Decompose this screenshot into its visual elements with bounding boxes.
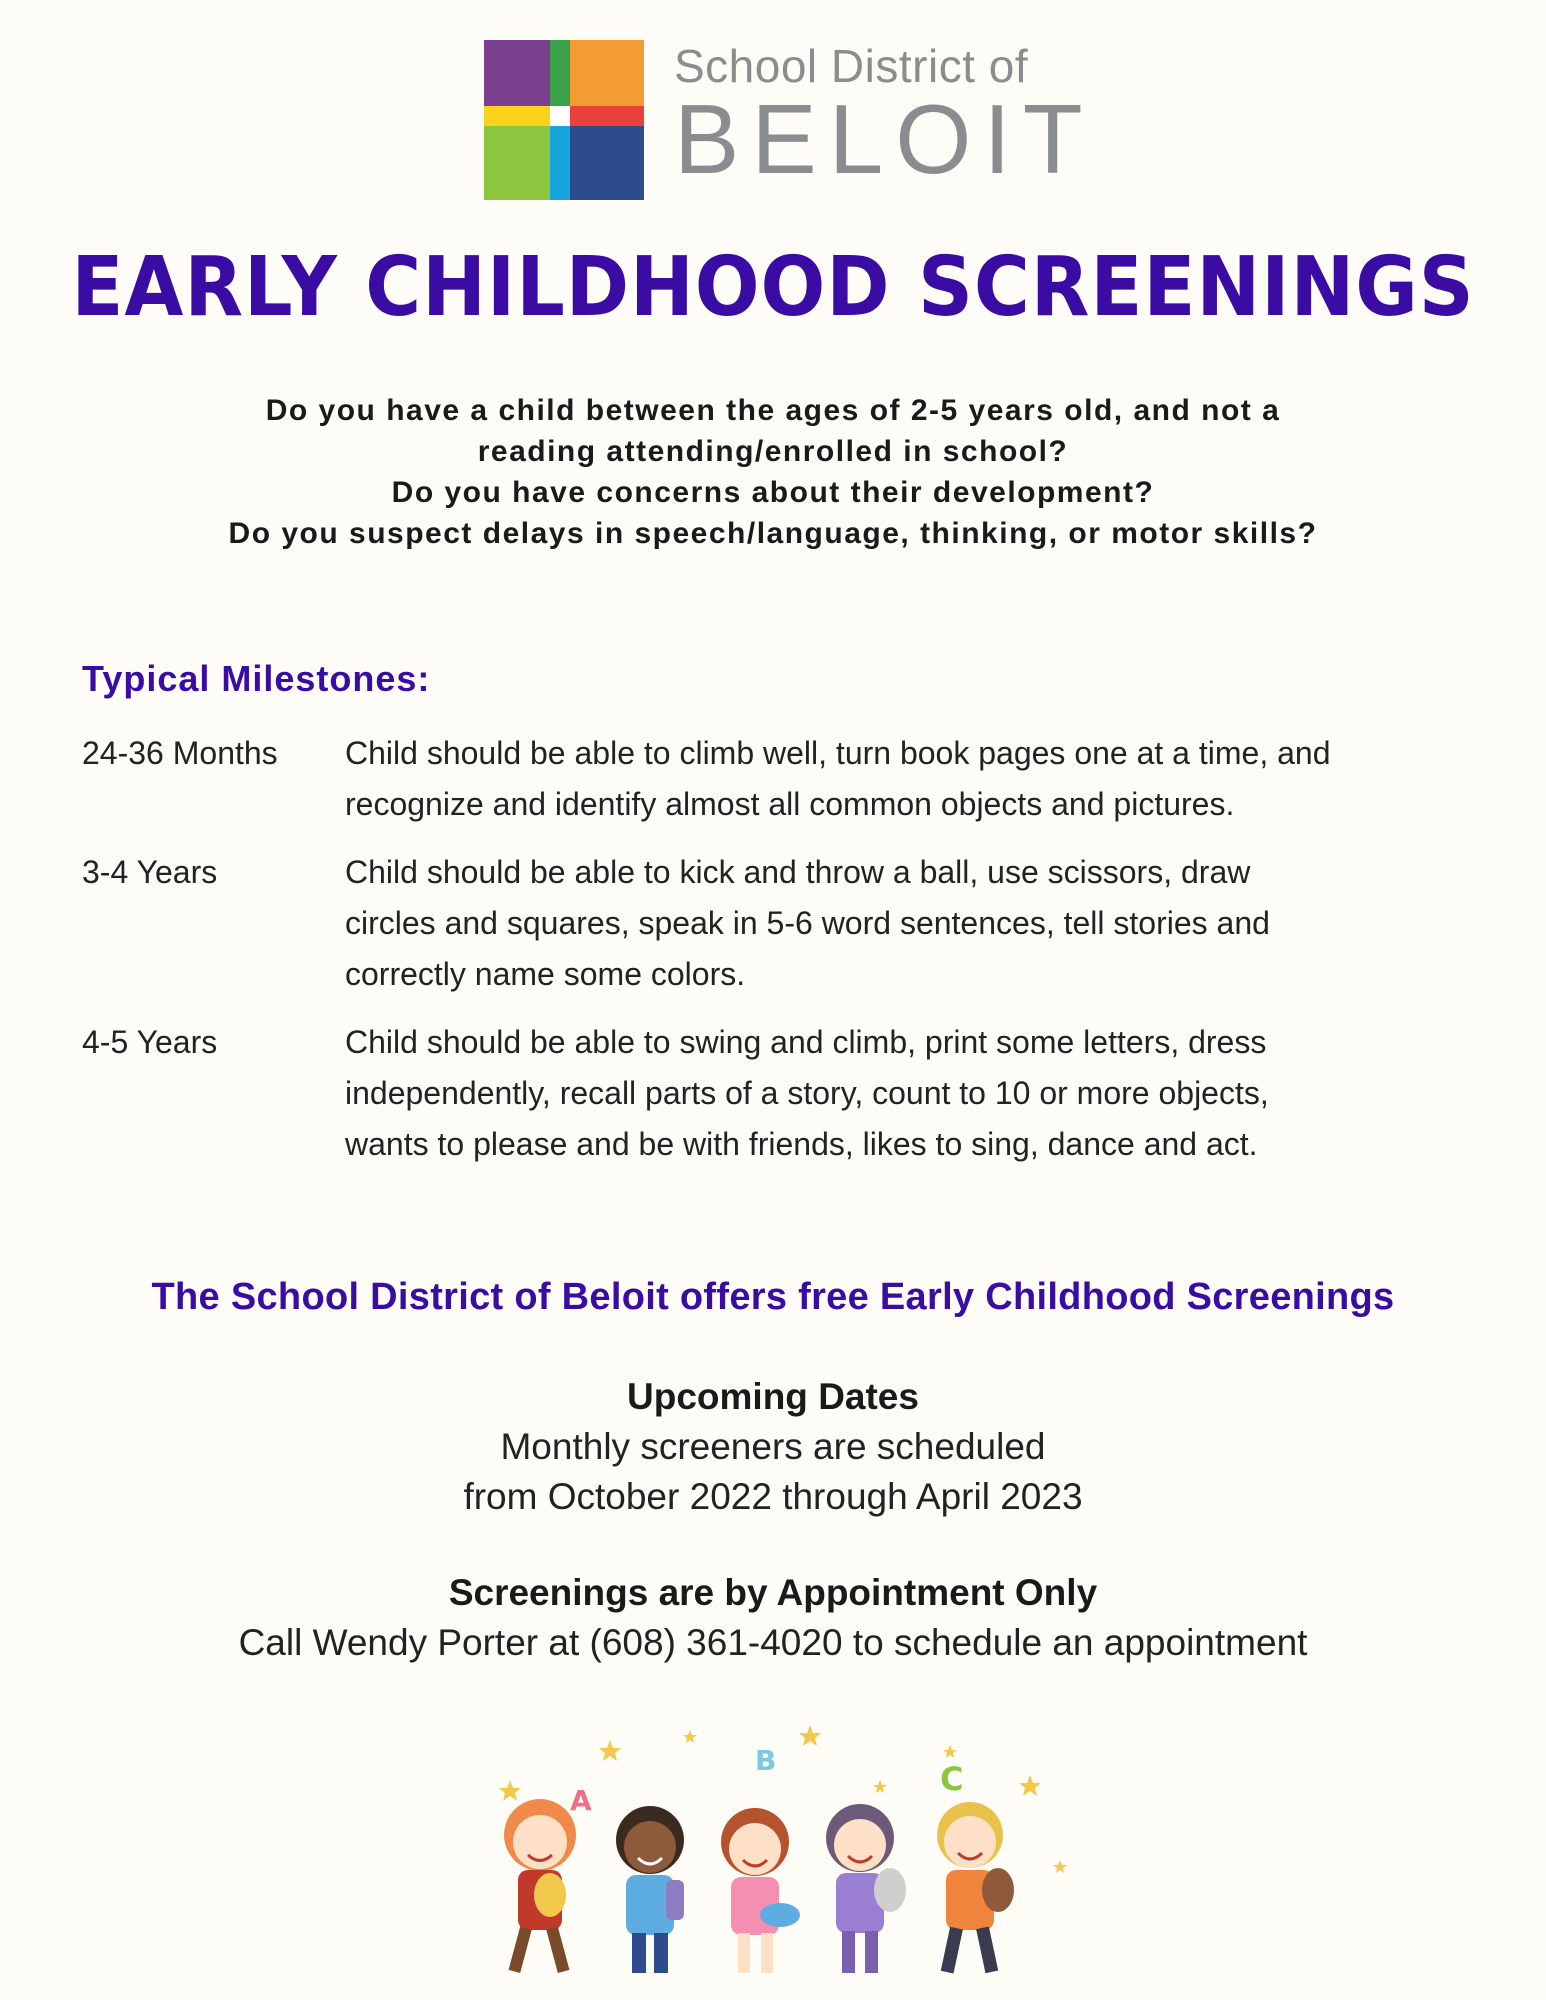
milestone-24-36-months [82,728,1475,830]
milestone-age: 24-36 Months [82,735,278,771]
logo-line-1: School District of [674,40,1029,92]
children-illustration [480,1720,1080,2000]
child-3-icon [721,1808,800,1973]
milestone-line: correctly name some colors. [345,956,746,992]
milestone-4-5-years [82,1017,1475,1170]
child-1-icon [504,1799,576,1973]
letter-a-icon: A [570,1784,592,1817]
milestone-description [345,847,1475,1000]
intro-questions [0,390,1546,554]
child-2-icon [616,1806,684,1973]
offer-statement: The School District of Beloit offers free Early Childhood Screenings [151,1276,1395,1318]
appointment-info [0,1568,1546,1668]
question-line: Do you have concerns about their development? [391,476,1155,509]
upcoming-line-2: from October 2022 through April 2023 [463,1476,1083,1517]
letter-c-icon: C [940,1760,964,1798]
milestone-description [345,728,1475,830]
question-line: reading attending/enrolled in school? [477,435,1069,468]
upcoming-dates [0,1372,1546,1522]
milestone-description [345,1017,1475,1170]
milestone-line: recognize and identify almost all common objects and pictures. [345,786,1235,822]
milestone-3-4-years [82,847,1475,1000]
milestone-line: Child should be able to swing and climb, print some letters, dress [345,1024,1267,1060]
district-logo [484,40,1095,200]
child-5-icon [937,1802,1014,1973]
question-line: Do you suspect delays in speech/language, thinking, or motor skills? [228,517,1318,550]
upcoming-line-1: Monthly screeners are scheduled [500,1426,1046,1467]
milestone-age: 4-5 Years [82,1024,218,1060]
question-line: Do you have a child between the ages of 2-5 years old, and not a [265,394,1281,427]
milestones-heading: Typical Milestones: [82,658,431,699]
letter-b-icon: B [755,1744,777,1777]
milestone-line: wants to please and be with friends, likes to sing, dance and act. [345,1126,1258,1162]
logo-mark-icon [484,40,644,200]
logo-line-2: BELOIT [674,84,1095,194]
upcoming-heading: Upcoming Dates [627,1376,919,1417]
child-4-icon [826,1804,906,1973]
appointment-heading: Screenings are by Appointment Only [448,1572,1098,1613]
logo-text [674,40,1095,194]
milestone-line: circles and squares, speak in 5-6 word sentences, tell stories and [345,905,1270,941]
appointment-line: Call Wendy Porter at (608) 361-4020 to schedule an appointment [238,1622,1308,1663]
milestone-line: independently, recall parts of a story, count to 10 or more objects, [345,1075,1269,1111]
milestone-line: Child should be able to climb well, turn book pages one at a time, and [345,735,1331,771]
milestone-line: Child should be able to kick and throw a ball, use scissors, draw [345,854,1251,890]
page-title: EARLY CHILDHOOD SCREENINGS [71,240,1475,335]
milestone-age: 3-4 Years [82,854,218,890]
